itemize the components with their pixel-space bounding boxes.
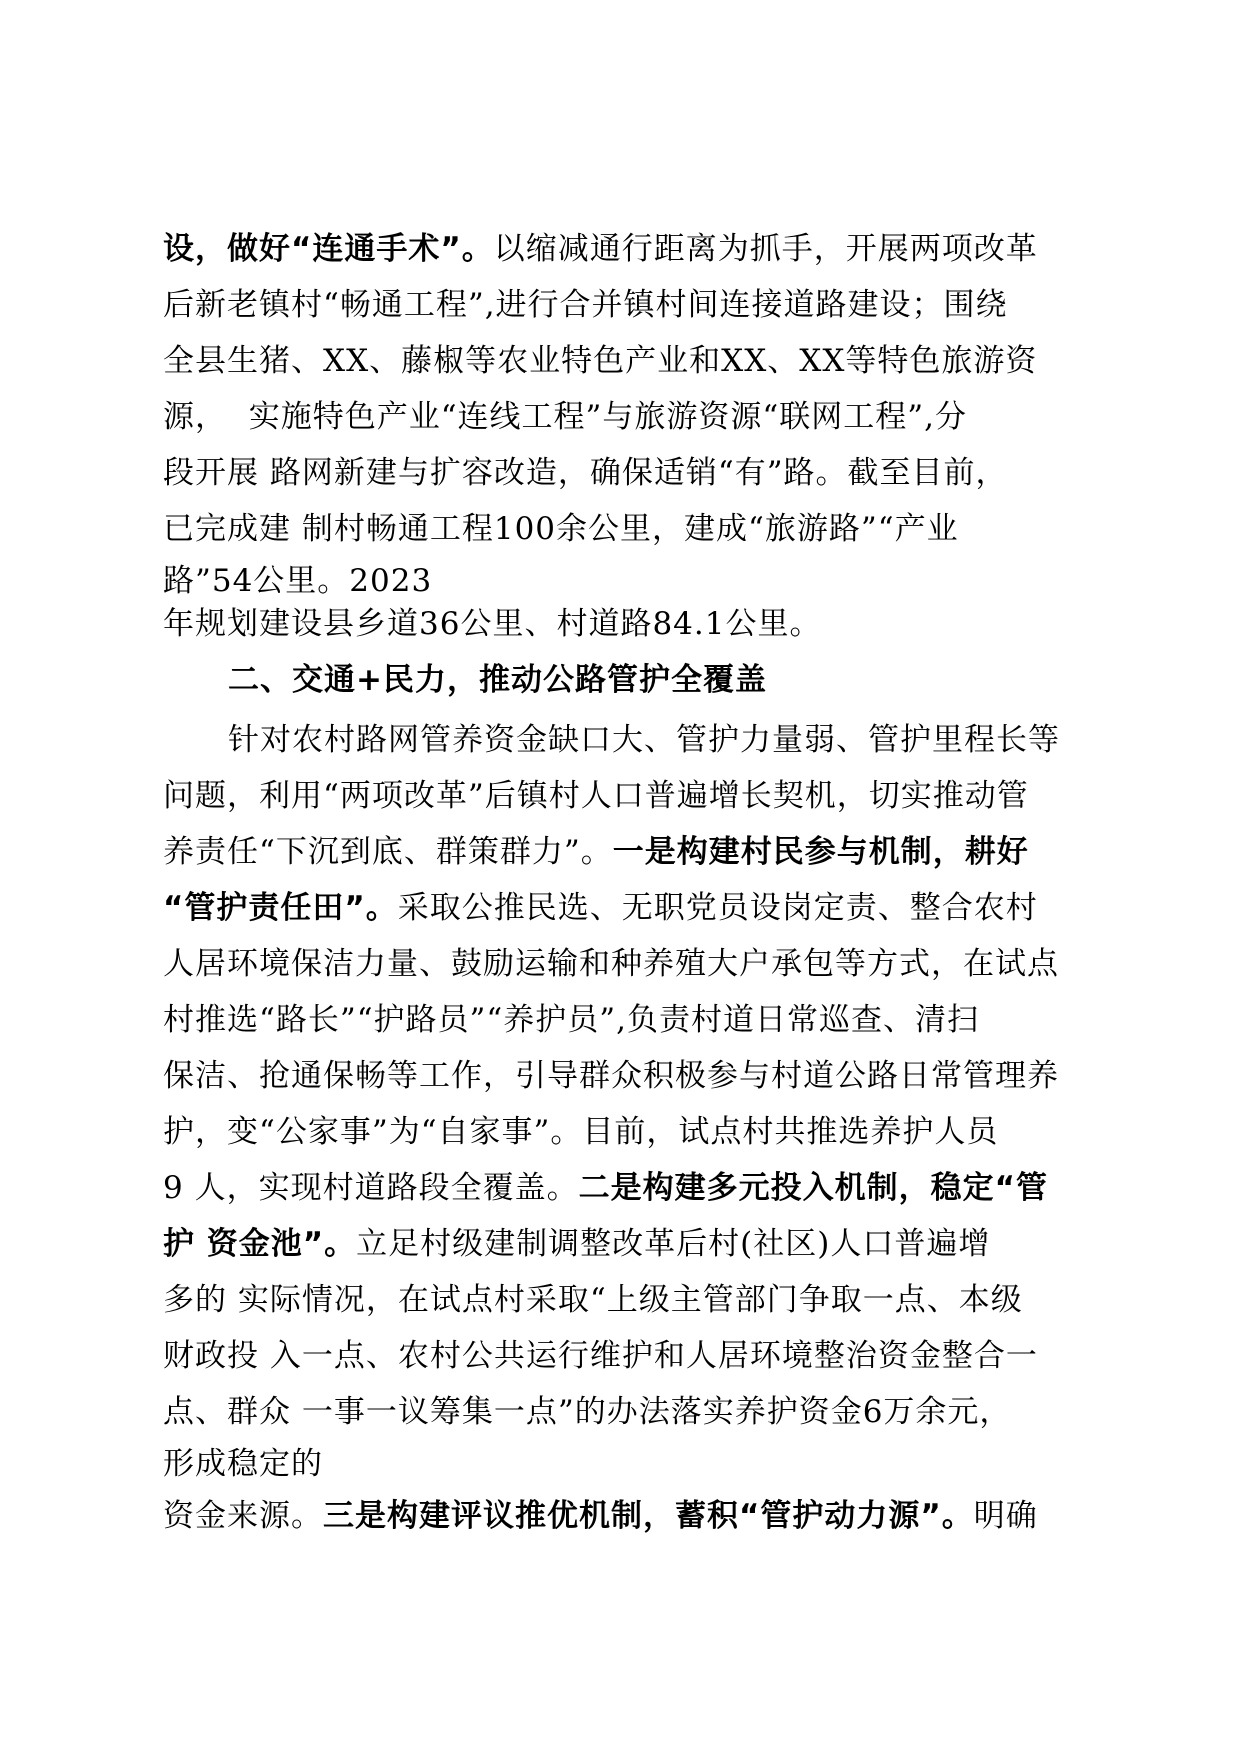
text-line-4 (163, 397, 967, 437)
text-run: 立足村级建制调整改革后村(社区)人口普遍增 (356, 1226, 991, 1262)
text-run: 多的 实际情况，在试点村采取“上级主管部门争取一点、本级 (163, 1282, 1023, 1318)
bold-run: 二是构建多元投入机制，稳定“管 (578, 1170, 1048, 1206)
text-line-3 (163, 341, 1037, 381)
text-run: 以缩减通行距离为抓手，开展两项改革 (493, 231, 1038, 267)
text-line-21 (163, 1336, 1038, 1376)
text-run: 财政投 入一点、农村公共运行维护和人居环境整治资金整合一 (163, 1338, 1038, 1374)
text-line-19 (163, 1224, 990, 1264)
text-line-24 (163, 1496, 1038, 1536)
text-run: 源， 实施特色产业“连线工程”与旅游资源“联网工程”,分 (163, 399, 967, 435)
text-run: 段开展 路网新建与扩容改造，确保适销“有”路。截至目前， (163, 455, 1008, 491)
text-line-11 (163, 776, 1029, 816)
text-run: 全县生猪、XX、藤椒等农业特色产业和XX、XX等特色旅游资 (163, 343, 1038, 379)
text-run: 形成稳定的 (163, 1446, 323, 1482)
section-heading (228, 660, 767, 700)
text-line-6 (163, 509, 959, 549)
text-run: 护，变“公家事”为“自家事”。目前，试点村共推选养护人员 (163, 1114, 999, 1150)
text-line-2 (163, 285, 1008, 325)
text-line-8 (163, 604, 821, 644)
text-line-17 (163, 1112, 998, 1152)
text-run: 已完成建 制村畅通工程100余公里，建成“旅游路”“产业 (163, 511, 959, 547)
text-line-14 (163, 944, 1059, 984)
text-run: 路”54公里。2023 (163, 563, 433, 599)
text-run: 明确 (973, 1498, 1038, 1534)
heading-text: 二、交通+民力，推动公路管护全覆盖 (228, 662, 767, 698)
text-line-10 (228, 720, 1060, 760)
text-line-1 (163, 229, 1038, 269)
text-line-15 (163, 1000, 979, 1040)
text-line-7 (163, 561, 432, 601)
text-run: 采取公推民选、无职党员设岗定责、整合农村 (397, 890, 1038, 926)
text-line-20 (163, 1280, 1023, 1320)
text-run: 养责任“下沉到底、群策群力”。 (163, 834, 613, 870)
text-run: 问题，利用“两项改革”后镇村人口普遍增长契机，切实推动管 (163, 778, 1029, 814)
text-line-13 (163, 888, 1038, 928)
bold-run: 护 资金池”。 (163, 1226, 357, 1262)
text-line-22 (163, 1392, 1011, 1432)
text-run: 资金来源。 (163, 1498, 323, 1534)
text-line-18 (163, 1168, 1048, 1208)
text-run: 点、群众 一事一议筹集一点”的办法落实养护资金6万余元， (163, 1394, 1012, 1430)
text-run: 后新老镇村“畅通工程”,进行合并镇村间连接道路建设；围绕 (163, 287, 1008, 323)
bold-run: 三是构建评议推优机制，蓄积“管护动力源”。 (323, 1498, 974, 1534)
text-run: 村推选“路长”“护路员”“养护员”,负责村道日常巡查、清扫 (163, 1002, 979, 1038)
bold-run: 设，做好“连通手术”。 (163, 231, 494, 267)
bold-run: “管护责任田”。 (163, 890, 398, 926)
text-run: 人居环境保洁力量、鼓励运输和种养殖大户承包等方式，在试点 (163, 946, 1059, 982)
text-run: 年规划建设县乡道36公里、村道路84.1公里。 (163, 606, 822, 642)
text-run: 针对农村路网管养资金缺口大、管护力量弱、管护里程长等 (228, 722, 1060, 758)
text-run: 9 人，实现村道路段全覆盖。 (163, 1170, 579, 1206)
text-line-5 (163, 453, 1008, 493)
text-line-23 (163, 1444, 323, 1484)
text-line-16 (163, 1056, 1059, 1096)
text-line-12 (163, 832, 1029, 872)
text-run: 保洁、抢通保畅等工作，引导群众积极参与村道公路日常管理养 (163, 1058, 1059, 1094)
bold-run: 一是构建村民参与机制，耕好 (612, 834, 1029, 870)
